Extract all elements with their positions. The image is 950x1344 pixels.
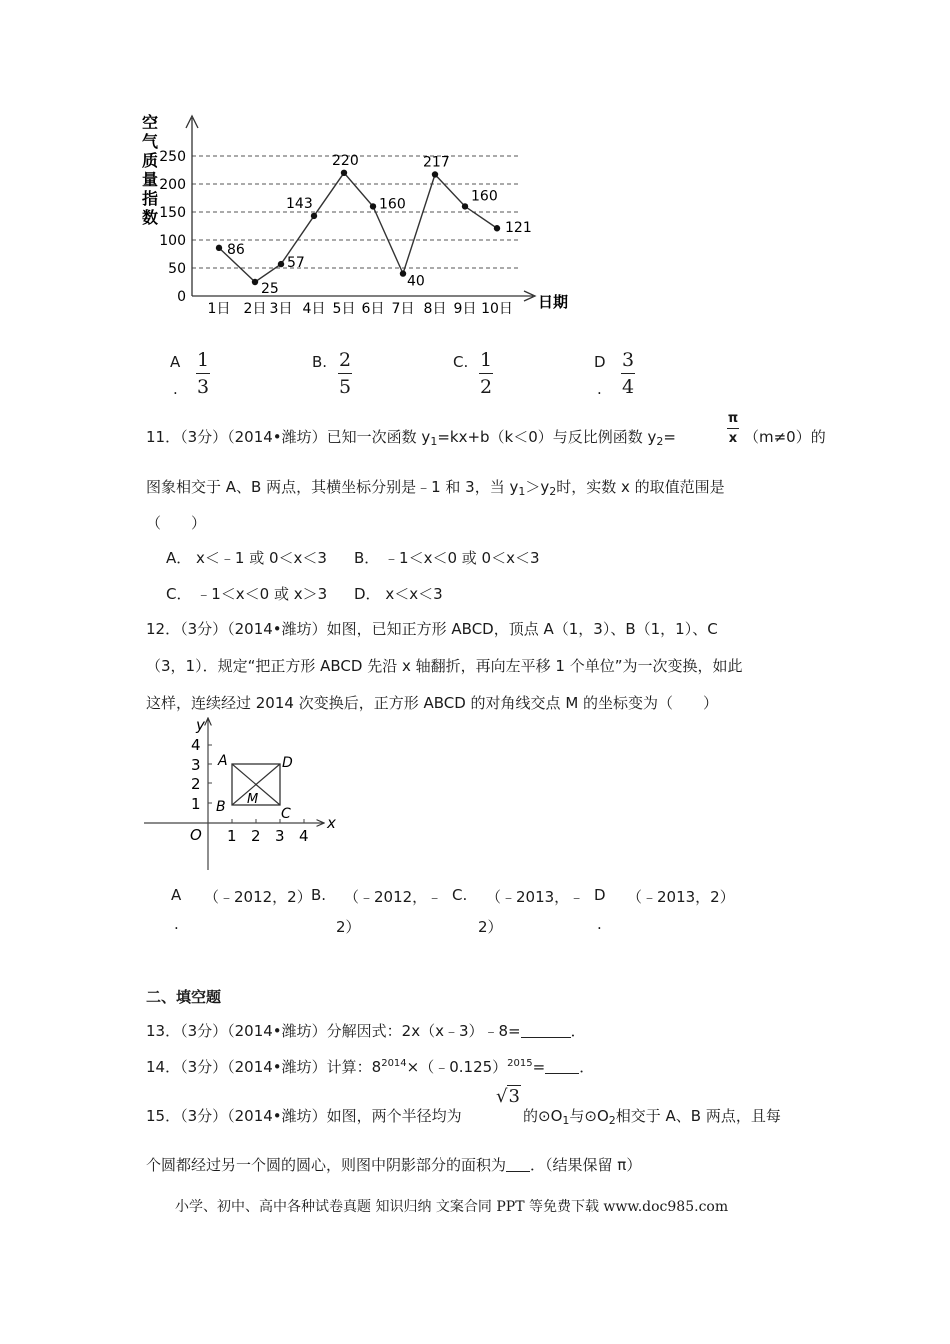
q11-option-a[interactable]: A． x＜﹣1 或 0＜x＜3 [166, 549, 327, 567]
x-tick-label: 9日 [453, 301, 477, 317]
vertex-a-label: A [218, 753, 228, 769]
q14-answer-blank[interactable] [545, 1059, 579, 1074]
point-m-label: M [247, 792, 259, 807]
data-point [252, 279, 258, 285]
x-tick-1: 1 [227, 827, 237, 845]
q15-line2: 个圆都经过另一个圆的圆心，则图中阴影部分的面积为 ．（结果保留 π） [146, 1156, 642, 1174]
x-tick-label: 6日 [361, 301, 385, 317]
series-line [219, 173, 497, 282]
data-label: 143 [286, 195, 313, 212]
q11-option-b[interactable]: B． ﹣1＜x＜0 或 0＜x＜3 [354, 549, 540, 567]
q12-option-text-wrap: 2） [478, 918, 503, 936]
data-point [462, 203, 468, 209]
data-label: 220 [332, 152, 359, 169]
x-tick-label: 4日 [302, 301, 326, 317]
q12-option-text: （﹣2012，﹣ [344, 888, 443, 906]
q12-line3: 这样，连续经过 2014 次变换后，正方形 ABCD 的对角线交点 M 的坐标变为（ ） [146, 694, 719, 712]
y-axis-label-char: 数 [142, 208, 159, 227]
x-tick-4: 4 [299, 827, 309, 845]
option-dot: . [597, 380, 602, 398]
data-label: 40 [407, 273, 425, 290]
data-point [370, 203, 376, 209]
footer-text[interactable]: 小学、初中、高中各种试卷真题 知识归纳 文案合同 PPT 等免费下载 www.doc985.com [175, 1199, 729, 1215]
y-tick-label: 150 [159, 205, 186, 221]
x-tick-3: 3 [275, 827, 285, 845]
vertex-d-label: D [282, 755, 293, 771]
q10-option-fraction: 2 5 [338, 349, 352, 399]
x-tick-label: 1日 [207, 301, 231, 317]
x-tick-label: 8日 [423, 301, 447, 317]
q12-line1: 12．（3分）（2014•潍坊）如图，已知正方形 ABCD，顶点 A（1，3）、B（1，1）、C [146, 620, 718, 638]
data-point [216, 245, 222, 251]
q10-option-a-letter[interactable]: A [170, 353, 181, 371]
x-tick-label: 3日 [269, 301, 293, 317]
y-tick-label: 50 [168, 261, 186, 277]
option-dot: . [174, 915, 179, 933]
q12-option-a[interactable]: A [171, 886, 182, 904]
option-dot: . [173, 380, 178, 398]
x-tick-label: 5日 [332, 301, 356, 317]
q12-option-c[interactable]: C. [452, 886, 468, 904]
y-tick-label: 200 [159, 177, 186, 193]
vertex-b-label: B [216, 799, 226, 815]
data-label: 160 [379, 196, 406, 213]
q13-line: 13．（3分）（2014•潍坊）分解因式：2x（x﹣3）﹣8= ． [146, 1022, 586, 1040]
q12-option-b[interactable]: B. [311, 886, 327, 904]
y-axis-label-char: 气 [142, 132, 159, 151]
vertex-c-label: C [281, 806, 291, 822]
y-axis-label-char: 量 [142, 170, 159, 189]
y-tick-label: 0 [177, 289, 186, 305]
data-point [494, 225, 500, 231]
q10-option-b-letter[interactable]: B. [312, 353, 328, 371]
y-axis-label: y [196, 716, 205, 734]
y-tick-2: 2 [191, 775, 201, 793]
data-label: 57 [287, 255, 305, 272]
q11-option-c[interactable]: C． ﹣1＜x＜0 或 x＞3 [166, 585, 328, 603]
y-axis-label-char: 空 [142, 113, 159, 132]
data-label: 86 [227, 241, 245, 258]
q11-fraction: π x [727, 411, 739, 446]
y-tick-label: 100 [159, 233, 186, 249]
origin-label: O [190, 826, 202, 844]
y-tick-label: 250 [159, 149, 186, 165]
q12-option-text: （﹣2012，2） [204, 888, 312, 906]
y-tick-1: 1 [191, 795, 201, 813]
q15-answer-blank[interactable] [506, 1157, 530, 1172]
air-quality-chart [138, 108, 578, 323]
q15-sqrt: √3 [496, 1086, 520, 1107]
q12-option-text: （﹣2013，﹣ [486, 888, 585, 906]
q13-answer-blank[interactable] [521, 1023, 571, 1038]
q11-line1-end: （m≠0）的 [744, 428, 826, 446]
q15-line1: 15．（3分）（2014•潍坊）如图，两个半径均为 [146, 1107, 462, 1125]
q15-line1-rest: 的$⊙O_1$与$⊙O_2$相交于 A、B 两点，且每 [523, 1107, 781, 1127]
data-label: 25 [261, 281, 279, 297]
square-coordinate-figure [140, 712, 350, 874]
x-axis-label: 日期 [538, 293, 569, 311]
q10-option-fraction: 1 3 [196, 349, 210, 399]
x-axis-label: x [327, 814, 336, 832]
q11-option-d[interactable]: D． x＜x＜3 [354, 585, 443, 603]
q12-option-text-wrap: 2） [336, 918, 361, 936]
x-tick-label: 2日 [243, 301, 267, 317]
data-point [278, 261, 284, 267]
q10-option-fraction: 1 2 [479, 349, 493, 399]
y-axis-label-char: 质 [142, 151, 159, 170]
q10-option-fraction: 3 4 [621, 349, 635, 399]
q12-line2: （3，1）．规定“把正方形 ABCD 先沿 x 轴翻折，再向左平移 1 个单位”为一次变换，如此 [146, 657, 743, 675]
data-point [341, 170, 347, 176]
sqrt-sign-icon: √ [496, 1086, 508, 1107]
x-tick-label: 10日 [481, 301, 513, 317]
data-label: 217 [423, 154, 450, 171]
q11-line1: 11．（3分）（2014•潍坊）已知一次函数 $y_1=kx+b(k<0)$与反比例函数 $y_2=$ [146, 428, 676, 448]
q11-line2: 图象相交于 A、B 两点，其横坐标分别是﹣1 和 3，当 $y_1>y_2$时，实数 x 的取值范围是 [146, 478, 725, 498]
q10-option-d-letter[interactable]: D [594, 353, 606, 371]
y-tick-4: 4 [191, 736, 201, 754]
option-dot: . [597, 915, 602, 933]
q11-answer-paren: （ ） [146, 514, 207, 532]
q12-option-text: （﹣2013，2） [627, 888, 735, 906]
x-tick-label: 7日 [391, 301, 415, 317]
data-point [311, 213, 317, 219]
data-label: 160 [471, 188, 498, 205]
y-tick-3: 3 [191, 756, 201, 774]
q10-option-c-letter[interactable]: C. [453, 353, 469, 371]
q12-option-d[interactable]: D [594, 886, 606, 904]
section-title: 二、填空题 [146, 988, 222, 1006]
x-tick-2: 2 [251, 827, 261, 845]
data-point [432, 171, 438, 177]
q14-line: 14．（3分）（2014•潍坊）计算：$8^{2014}\times(﹣0.125)^{2015}=$ ． [146, 1058, 595, 1076]
data-label: 121 [505, 220, 532, 237]
data-point [400, 270, 406, 276]
y-axis-label-char: 指 [142, 189, 159, 208]
